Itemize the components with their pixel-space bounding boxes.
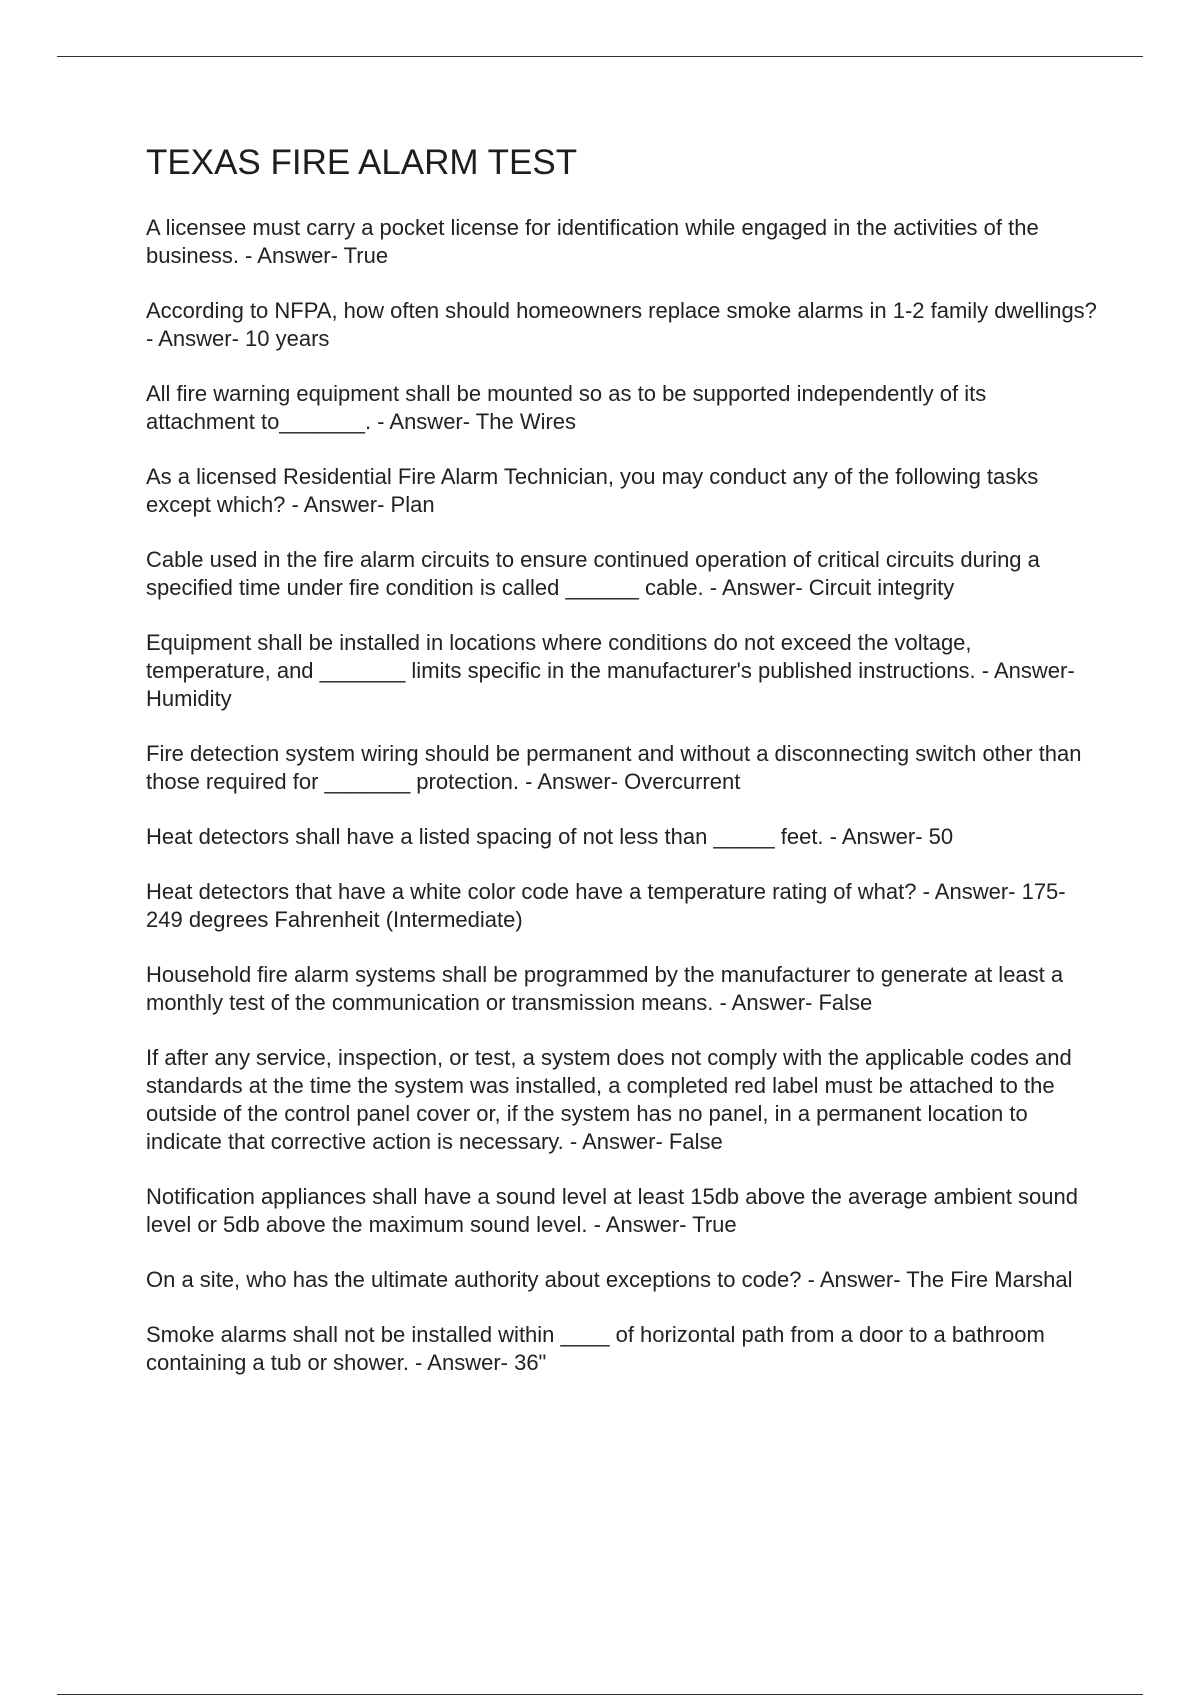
qa-item: Heat detectors that have a white color code have a temperature rating of what? - Answer- 175-249 degrees Fahrenheit (Intermediate) <box>146 879 1066 932</box>
qa-item: Heat detectors shall have a listed spacing of not less than _____ feet. - Answer- 50 <box>146 824 954 849</box>
qa-item: Smoke alarms shall not be installed within ____ of horizontal path from a door to a bathroom containing a tub or shower. - Answer- 36" <box>146 1322 1045 1375</box>
qa-item: Household fire alarm systems shall be programmed by the manufacturer to generate at least a monthly test of the communication or transmission means. - Answer- False <box>146 962 1064 1015</box>
document-body <box>146 142 1101 1404</box>
qa-item: A licensee must carry a pocket license for identification while engaged in the activities of the business. - Answer- True <box>146 215 1039 268</box>
bottom-rule <box>57 1694 1143 1695</box>
qa-item: According to NFPA, how often should homeowners replace smoke alarms in 1-2 family dwellings? - Answer- 10 years <box>146 298 1097 351</box>
qa-item: Fire detection system wiring should be permanent and without a disconnecting switch other than those required for _______ protection. - Answer- Overcurrent <box>146 741 1082 794</box>
qa-item: All fire warning equipment shall be mounted so as to be supported independently of its attachment to_______. - Answer- The Wires <box>146 381 987 434</box>
top-rule <box>57 56 1143 57</box>
qa-item: Cable used in the fire alarm circuits to ensure continued operation of critical circuits during a specified time under fire condition is called ______ cable. - Answer- Circuit integrity <box>146 547 1040 600</box>
qa-item: If after any service, inspection, or test, a system does not comply with the applicable codes and standards at the time the system was installed, a completed red label must be attached to the outside of the control panel cover or, if the system has no panel, in a permanent location to indicate that corrective action is necessary. - Answer- False <box>146 1045 1072 1154</box>
qa-item: Equipment shall be installed in locations where conditions do not exceed the voltage, temperature, and _______ limits specific in the manufacturer's published instructions. - Answer- Humidity <box>146 630 1075 711</box>
document-title: TEXAS FIRE ALARM TEST <box>146 143 578 182</box>
qa-item: Notification appliances shall have a sound level at least 15db above the average ambient sound level or 5db above the maximum sound level. - Answer- True <box>146 1184 1078 1237</box>
qa-item: On a site, who has the ultimate authority about exceptions to code? - Answer- The Fire Marshal <box>146 1267 1073 1292</box>
qa-item: As a licensed Residential Fire Alarm Technician, you may conduct any of the following tasks except which? - Answer- Plan <box>146 464 1039 517</box>
